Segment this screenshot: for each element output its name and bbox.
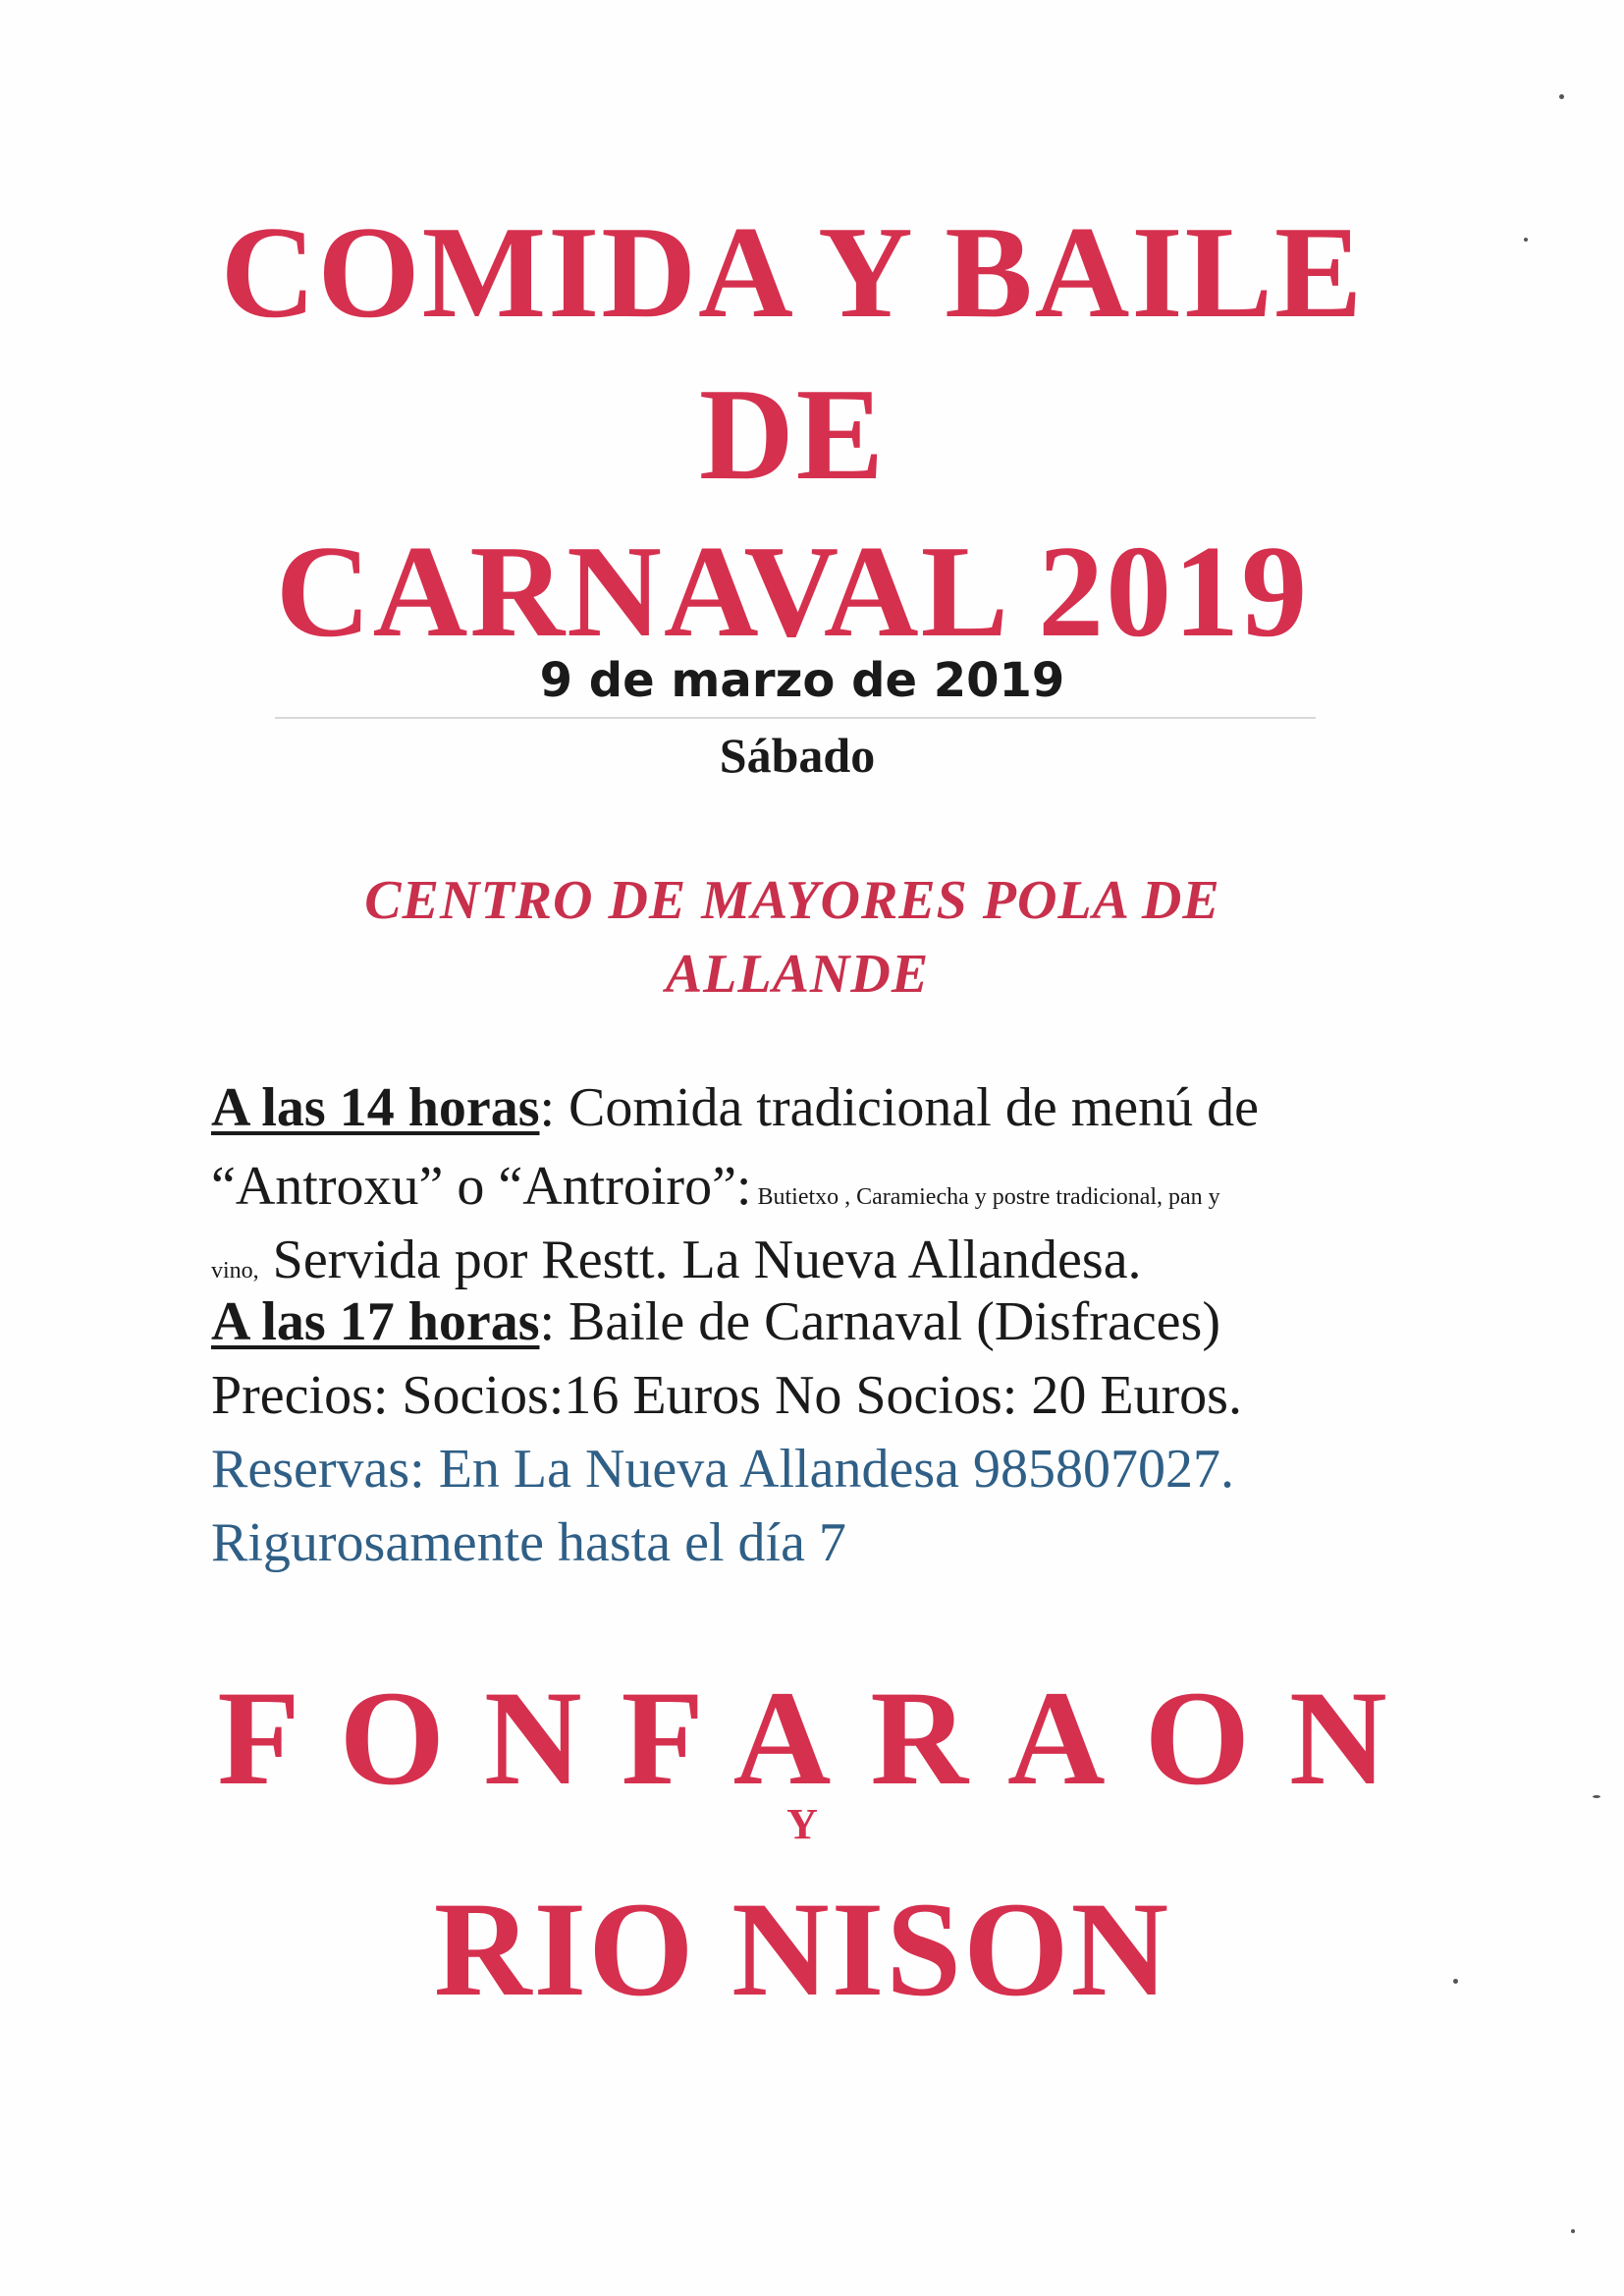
menu-items-cont: vino, <box>211 1258 259 1284</box>
title-line-2: DE <box>698 361 887 507</box>
scan-speck <box>1559 94 1564 99</box>
venue-line-2: ALLANDE <box>665 944 930 1005</box>
dance-description: : Baile de Carnaval (Disfraces) <box>539 1291 1220 1352</box>
event-weekday: Sábado <box>719 728 876 783</box>
band-connector: Y <box>786 1800 818 1848</box>
menu-items: Butietxo , Caramiecha y postre tradicional, pan y <box>751 1184 1220 1210</box>
menu-name: “Antroxu” o “Antroiro”: <box>211 1156 752 1217</box>
scan-speck <box>1571 2229 1575 2233</box>
dance-time: A las 17 horas <box>211 1291 540 1352</box>
event-date: 9 de marzo de 2019 <box>539 653 1065 708</box>
title-line-1: COMIDA Y BAILE <box>220 199 1365 345</box>
title-line-3: CARNAVAL 2019 <box>275 519 1310 664</box>
deadline-line: Rigurosamente hasta el día 7 <box>211 1512 846 1573</box>
venue-line-1: CENTRO DE MAYORES POLA DE <box>364 870 1220 931</box>
served-line <box>211 1230 1419 1290</box>
served-by: Servida por Restt. La Nueva Allandesa. <box>258 1230 1142 1290</box>
band-1: FONFARAON <box>217 1663 1427 1813</box>
dance-line <box>211 1291 1419 1352</box>
date-divider <box>275 717 1316 719</box>
band-2: RIO NISON <box>433 1874 1171 2024</box>
prices-line: Precios: Socios:16 Euros No Socios: 20 Euros. <box>211 1365 1242 1426</box>
lunch-line <box>211 1077 1419 1138</box>
lunch-time: A las 14 horas <box>211 1077 540 1138</box>
lunch-description: : Comida tradicional de menú de <box>539 1077 1259 1138</box>
scan-speck <box>1453 1979 1458 1984</box>
scan-speck <box>1524 238 1528 242</box>
menu-line <box>211 1156 1419 1217</box>
reservations-line: Reservas: En La Nueva Allandesa 985807027. <box>211 1439 1234 1500</box>
scan-speck <box>1593 1795 1600 1798</box>
